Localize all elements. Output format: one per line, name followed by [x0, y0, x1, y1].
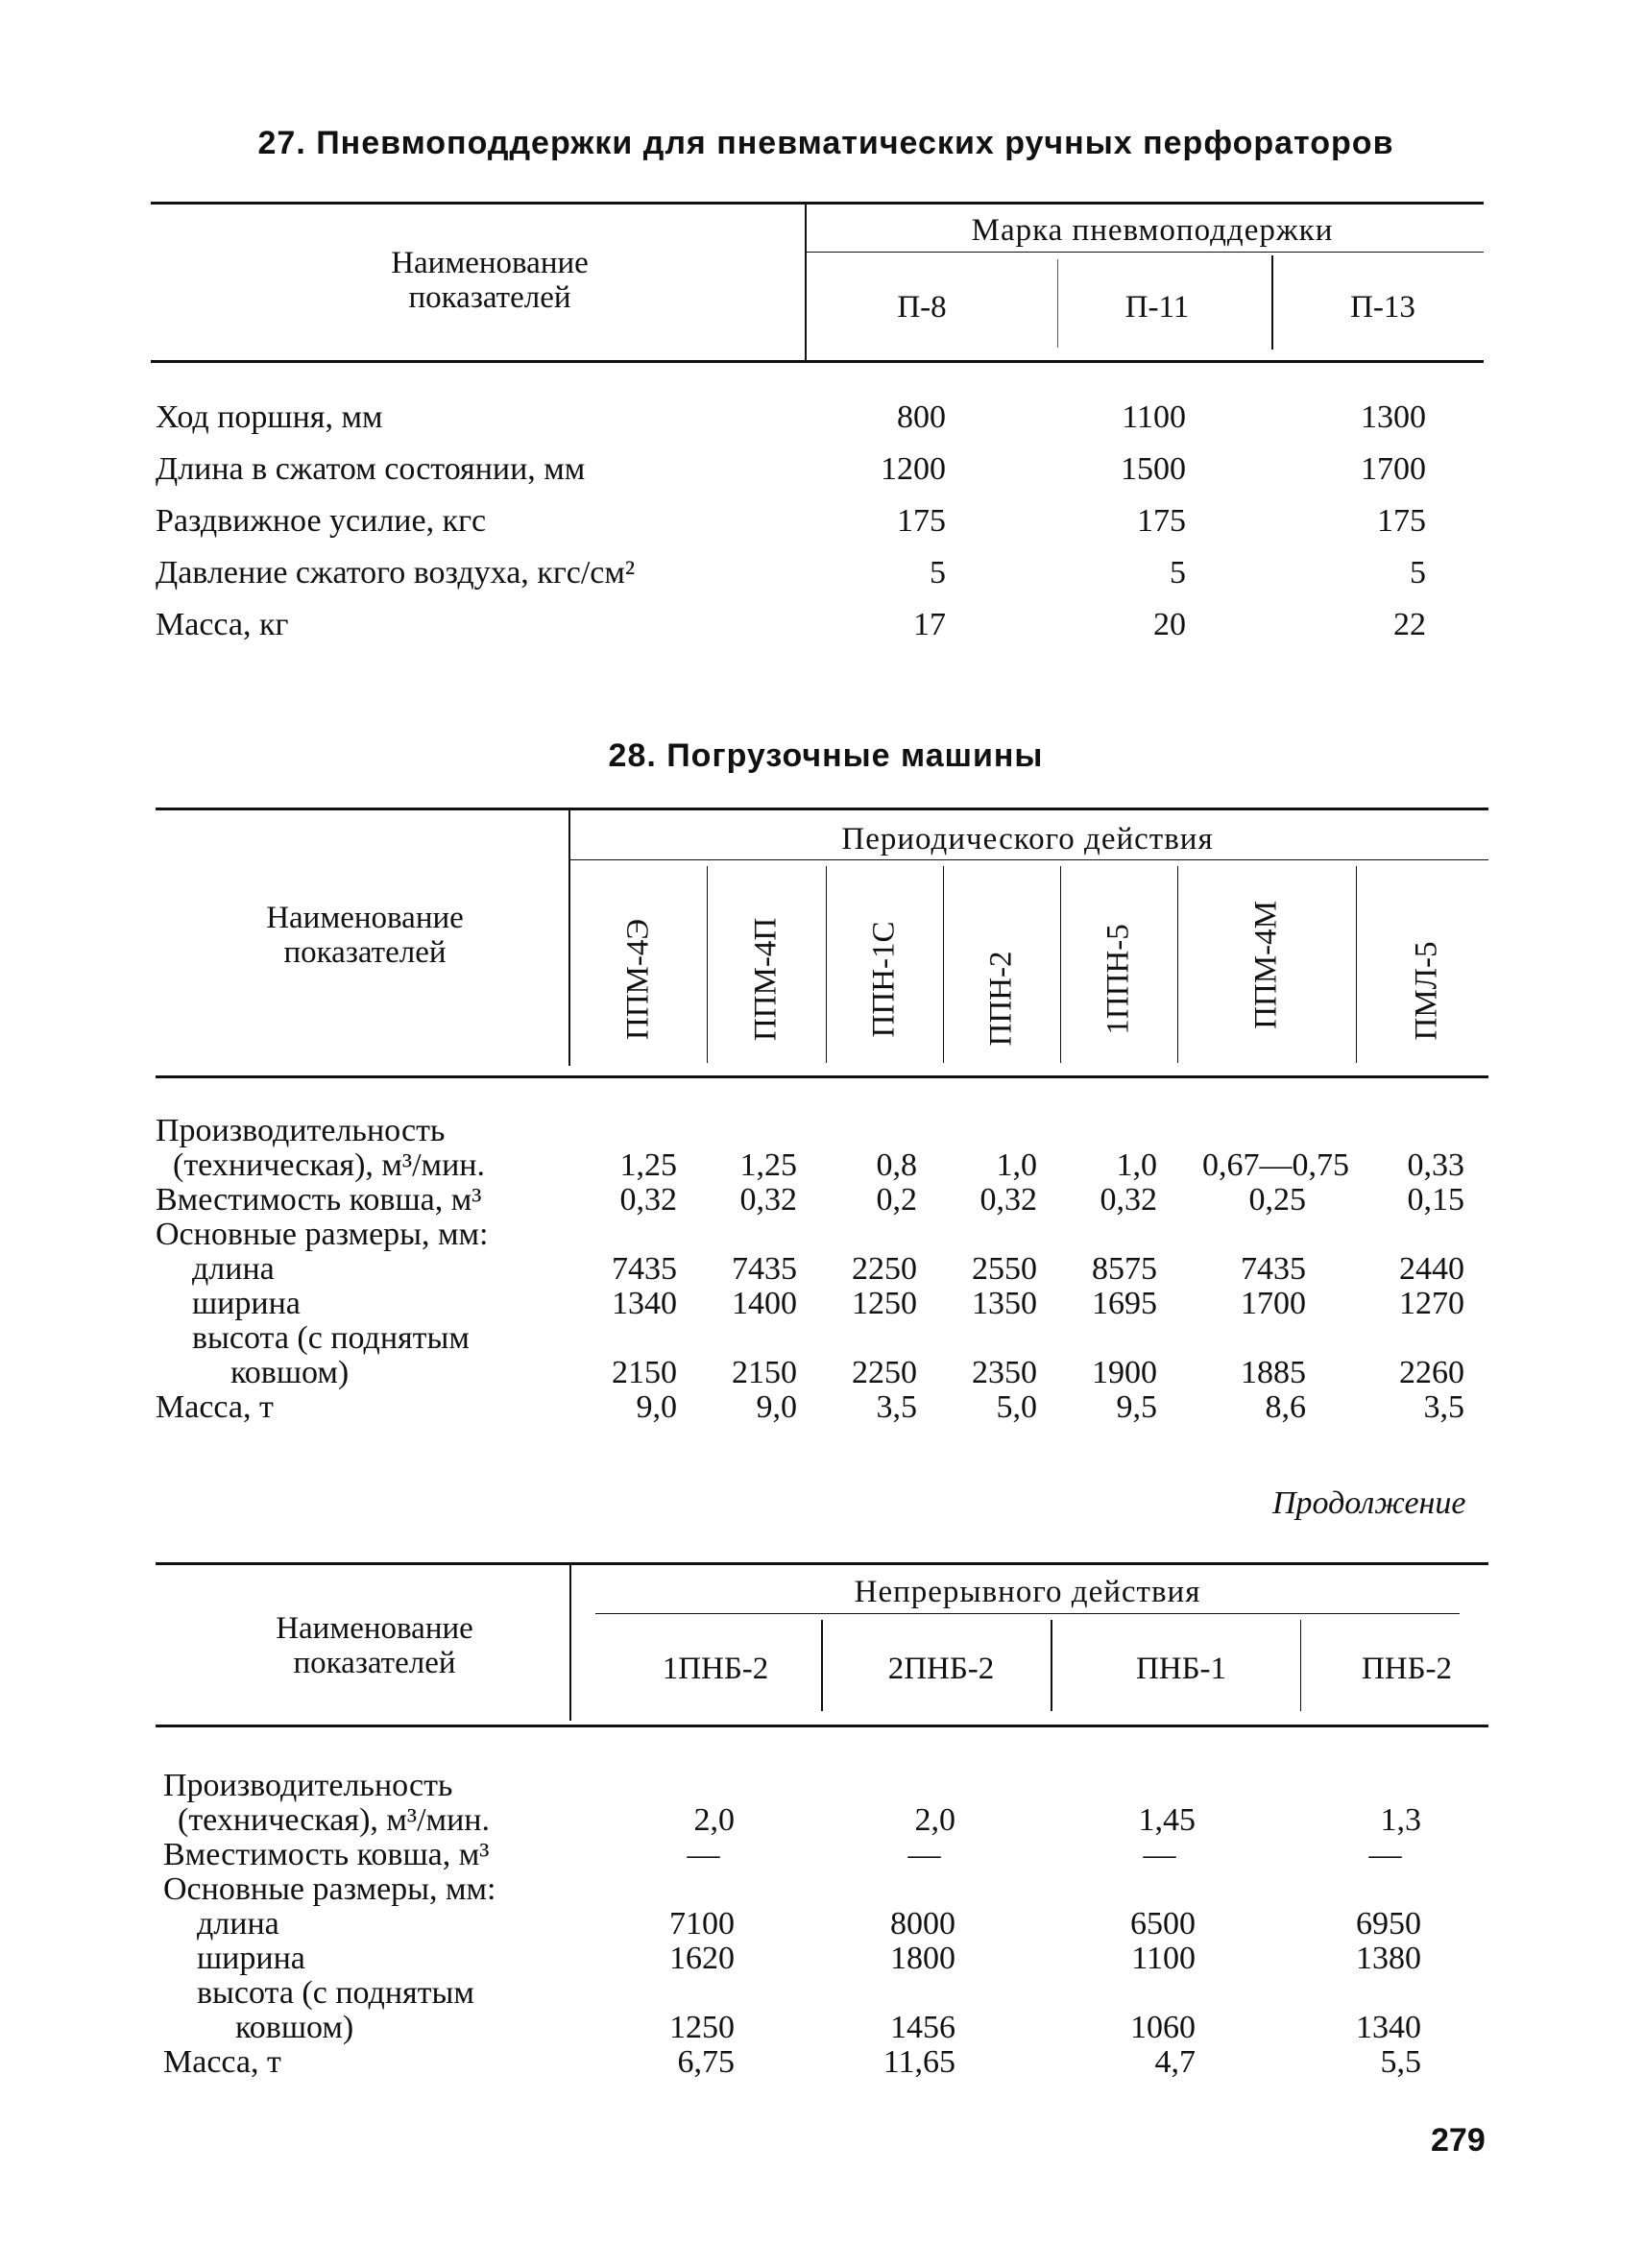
- table28-row-label: ширина: [192, 1286, 301, 1321]
- table27-cell: 1500: [1121, 451, 1186, 487]
- table28-cell: 1,25: [739, 1147, 797, 1183]
- table28b-cell: 1100: [1131, 1941, 1196, 1976]
- continuation-label: Продолжение: [1272, 1485, 1466, 1521]
- table28b-row-label: длина: [197, 1906, 279, 1942]
- table28b-row-label: Вместимость ковша, м³: [163, 1837, 490, 1872]
- table28b-cell: 1380: [1356, 1941, 1421, 1976]
- table27-vline-col2: [1271, 255, 1273, 350]
- table28b-cell: —: [907, 1837, 941, 1872]
- table28b-col-header: ПНБ-2: [1361, 1652, 1453, 1686]
- table28-cell: 5,0: [996, 1389, 1037, 1425]
- table28-header-bottom-rule: [156, 1075, 1488, 1078]
- table28-cell: 8,6: [1265, 1389, 1306, 1425]
- table27-title: 27. Пневмоподдержки для пневматических ручных перфораторов: [257, 125, 1394, 161]
- table27-cell: 22: [1393, 607, 1426, 642]
- table28b-vline: [1051, 1620, 1052, 1711]
- table28-vline-name: [568, 810, 570, 1066]
- table27-cell: 5: [1410, 555, 1426, 591]
- table28b-header-bottom-rule: [156, 1725, 1488, 1727]
- table28-row-label: Масса, т: [156, 1389, 274, 1425]
- table27-row-label: Раздвижное усилие, кгс: [156, 503, 487, 539]
- table28b-col-header: 2ПНБ-2: [887, 1652, 995, 1686]
- table28-row-label: Вместимость ковша, м³: [156, 1182, 482, 1218]
- table28-col-header: ППН-2: [983, 951, 1019, 1047]
- table27-cell: 1700: [1361, 451, 1426, 487]
- table28-cell: 1,0: [1116, 1147, 1157, 1183]
- table28-group-rule: [570, 859, 1488, 860]
- page-number: 279: [1431, 2122, 1486, 2159]
- table27-header-name: Наименование показателей: [391, 246, 589, 315]
- table27-cell: 175: [1377, 503, 1426, 539]
- table28b-cell: —: [1368, 1837, 1402, 1872]
- table28-cell: 2350: [972, 1355, 1037, 1390]
- table28-col-header: ППМ-4Э: [620, 918, 656, 1041]
- table28-cell: 0,2: [876, 1182, 917, 1218]
- table28b-cell: 2,0: [693, 1802, 735, 1838]
- table28-cell: 1885: [1241, 1355, 1306, 1390]
- table27-col-header: П-13: [1350, 290, 1415, 325]
- table28-cell: 0,33: [1407, 1147, 1464, 1183]
- table28b-cell: 6950: [1356, 1906, 1421, 1942]
- table28b-col-header: ПНБ-1: [1135, 1652, 1227, 1686]
- table28-cell: 0,32: [1100, 1182, 1157, 1218]
- table28b-row-label: ширина: [197, 1941, 305, 1976]
- table28b-cell: 4,7: [1154, 2044, 1196, 2080]
- table28b-cell: 1800: [890, 1941, 955, 1976]
- table28b-vline-name: [569, 1565, 571, 1721]
- table28-cell: 0,8: [876, 1147, 917, 1183]
- table28b-row-label: (техническая), м³/мин.: [178, 1802, 490, 1838]
- table28-cell: 1,0: [996, 1147, 1037, 1183]
- table28b-cell: 1620: [669, 1941, 735, 1976]
- table27-row-label: Масса, кг: [156, 607, 289, 642]
- table28b-cell: 1340: [1356, 2010, 1421, 2045]
- table27-cell: 17: [913, 607, 946, 642]
- table28b-cell: 1,3: [1380, 1802, 1421, 1838]
- table28-vline: [707, 866, 708, 1063]
- table28b-cell: 6500: [1130, 1906, 1196, 1942]
- table28b-row-label: Основные размеры, мм:: [163, 1871, 496, 1907]
- table28b-vline: [821, 1620, 823, 1711]
- table28-cell: 9,0: [636, 1389, 677, 1425]
- table28-cell: 0,15: [1407, 1182, 1464, 1218]
- table28-vline: [1177, 866, 1178, 1063]
- table28b-cell: 5,5: [1380, 2044, 1421, 2080]
- table28-top-rule: [156, 808, 1488, 810]
- table28-cell: 1695: [1092, 1286, 1157, 1321]
- table28-cell: 2150: [732, 1355, 797, 1390]
- table28-row-label: (техническая), м³/мин.: [173, 1147, 485, 1183]
- table27-header-bottom-rule: [151, 360, 1484, 363]
- table27-row-label: Ход поршня, мм: [156, 399, 383, 435]
- table27-row-label: Длина в сжатом состоянии, мм: [156, 451, 586, 487]
- table28-row-label: высота (с поднятым: [192, 1320, 470, 1356]
- table28-col-header: 1ППН-5: [1100, 924, 1136, 1035]
- table28-cell: 2150: [612, 1355, 677, 1390]
- table28-cell: 9,5: [1116, 1389, 1157, 1425]
- table28b-vline: [1300, 1620, 1301, 1711]
- table27-cell: 1300: [1361, 399, 1426, 435]
- table28b-header-group: Непрерывного действия: [854, 1575, 1201, 1609]
- table28-cell: 2250: [852, 1355, 917, 1390]
- table28-row-label: Производительность: [156, 1113, 446, 1148]
- table28b-cell: 8000: [890, 1906, 955, 1942]
- table28-cell: 1340: [612, 1286, 677, 1321]
- table27-cell: 5: [1170, 555, 1186, 591]
- table28b-row-label: высота (с поднятым: [197, 1975, 474, 2011]
- table28b-header-name: Наименование показателей: [276, 1611, 473, 1680]
- table28-cell: 0,32: [739, 1182, 797, 1218]
- table28-row-label: Основные размеры, мм:: [156, 1217, 489, 1252]
- table28-cell: 3,5: [1423, 1389, 1464, 1425]
- table28-row-label: ковшом): [230, 1355, 350, 1390]
- table28b-cell: 1250: [669, 2010, 735, 2045]
- table28-cell: 3,5: [876, 1389, 917, 1425]
- table28-cell: 0,67—0,75: [1202, 1147, 1349, 1183]
- table28-cell: 1900: [1092, 1355, 1157, 1390]
- table28b-cell: 11,65: [882, 2044, 955, 2080]
- table28b-row-label: ковшом): [235, 2010, 354, 2045]
- table28-vline: [826, 866, 827, 1063]
- table28b-row-label: Производительность: [163, 1768, 453, 1803]
- table28b-cell: 1060: [1130, 2010, 1196, 2045]
- table28-cell: 2250: [852, 1251, 917, 1287]
- table28-vline: [1356, 866, 1357, 1063]
- table28-cell: 8575: [1092, 1251, 1157, 1287]
- table27-cell: 175: [1137, 503, 1186, 539]
- table28-cell: 1400: [732, 1286, 797, 1321]
- table28b-cell: 7100: [669, 1906, 735, 1942]
- table28-cell: 7435: [732, 1251, 797, 1287]
- table28b-top-rule: [156, 1562, 1488, 1565]
- table28b-cell: 1456: [890, 2010, 955, 2045]
- table27-cell: 1100: [1122, 399, 1186, 435]
- table27-header-group: Марка пневмоподдержки: [971, 213, 1334, 248]
- table28-header-group: Периодического действия: [841, 822, 1214, 857]
- table27-col-header: П-11: [1124, 290, 1190, 325]
- table28-cell: 0,32: [979, 1182, 1037, 1218]
- table28-cell: 1270: [1399, 1286, 1464, 1321]
- table28-cell: 2440: [1399, 1251, 1464, 1287]
- table28-cell: 1250: [852, 1286, 917, 1321]
- table28-title: 28. Погрузочные машины: [608, 737, 1044, 774]
- table28-cell: 1,25: [619, 1147, 677, 1183]
- table28-cell: 7435: [612, 1251, 677, 1287]
- table28-col-header: ППМ-4М: [1248, 901, 1284, 1029]
- table27-cell: 1200: [881, 451, 946, 487]
- table28b-col-header: 1ПНБ-2: [662, 1652, 769, 1686]
- table27-top-rule: [151, 202, 1484, 205]
- table28-cell: 1350: [972, 1286, 1037, 1321]
- table27-cell: 20: [1153, 607, 1186, 642]
- table28-vline: [943, 866, 944, 1063]
- table28-header-name: Наименование показателей: [266, 901, 464, 970]
- table28b-row-label: Масса, т: [163, 2044, 281, 2080]
- table28b-cell: —: [687, 1837, 720, 1872]
- table27-col-header: П-8: [897, 290, 947, 325]
- table27-row-label: Давление сжатого воздуха, кгс/см²: [156, 555, 636, 591]
- table28b-cell: 2,0: [914, 1802, 955, 1838]
- table28b-cell: —: [1143, 1837, 1176, 1872]
- table28-row-label: длина: [192, 1251, 275, 1287]
- table28-col-header: ППН-1С: [866, 921, 902, 1038]
- table28b-group-rule: [595, 1613, 1460, 1614]
- table28-cell: 7435: [1241, 1251, 1306, 1287]
- table28-cell: 1700: [1241, 1286, 1306, 1321]
- table28-cell: 2550: [972, 1251, 1037, 1287]
- table28-col-header: ПМЛ-5: [1409, 941, 1444, 1041]
- table28-cell: 0,25: [1248, 1182, 1306, 1218]
- table27-cell: 175: [897, 503, 946, 539]
- table27-cell: 5: [930, 555, 946, 591]
- table27-group-rule: [807, 252, 1484, 253]
- table27-vline-name: [805, 205, 807, 360]
- table28-cell: 2260: [1399, 1355, 1464, 1390]
- table27-vline-col1: [1057, 259, 1058, 348]
- table28b-cell: 6,75: [677, 2044, 735, 2080]
- table28-cell: 0,32: [619, 1182, 677, 1218]
- table28b-cell: 1,45: [1138, 1802, 1196, 1838]
- table27-cell: 800: [897, 399, 946, 435]
- table28-col-header: ППМ-4П: [748, 917, 784, 1042]
- table28-vline: [1060, 866, 1061, 1063]
- table28-cell: 9,0: [756, 1389, 797, 1425]
